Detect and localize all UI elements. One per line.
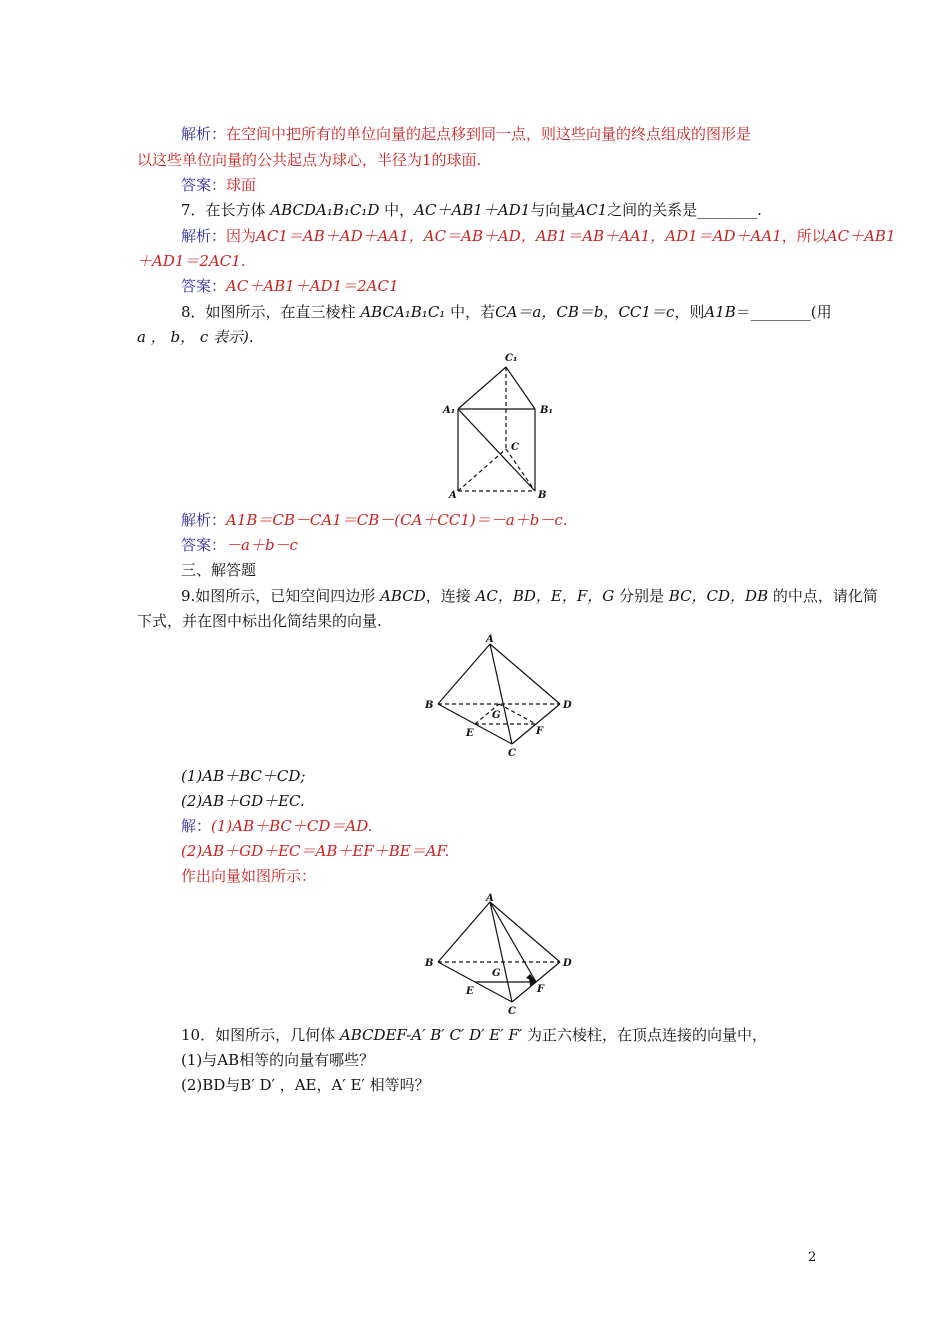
q7-stem [181,200,762,220]
label-G: G [492,968,501,979]
label-A1: A₁ [443,405,456,416]
q9-stem-c: ，连接 [425,587,476,605]
q7-answer-label: 答案： [181,277,227,295]
q9-part1: (1)AB＋BC＋CD; [181,767,306,785]
q9-part2: (2)AB＋GD＋EC. [181,792,305,810]
q10-part2: (2)BD与B′ D′ ，AE，A′ E′ 相等吗？ [181,1076,430,1094]
tetrahedron-diagram-2 [420,892,580,1022]
q7-stem-a: 7．在长方体 [181,201,271,219]
label-A: A [486,893,494,904]
label-G: G [492,710,501,721]
tetrahedron-figure-2 [420,892,580,1026]
label-A: A [449,490,457,501]
edge-AC [490,644,512,744]
q8-stem-b: ABCA₁B₁C₁ [360,303,446,321]
q9-stem-b: ABCD [380,587,426,605]
q10-stem-b: ABCDEF-A′ B′ C′ D′ E′ F′ [339,1026,523,1044]
q8-answer-text: －a＋b－c [226,536,298,554]
edge-AD [490,902,560,962]
q7-analysis-c: ，所以 [781,227,827,245]
q8-answer [181,535,298,555]
q10-stem-c: 为正六棱柱，在顶点连接的向量中， [522,1026,768,1044]
q6-answer [181,175,256,195]
q6-analysis-label: 解析： [181,125,227,143]
q6-analysis-line2: 以这些单位向量的公共起点为球心，半径为1的球面. [137,151,482,169]
q7-stem-b: ABCDA₁B₁C₁D [270,201,380,219]
q9-stem-f: BC，CD，DB [668,587,769,605]
label-E: E [466,986,474,997]
q9-stem-a: 9.如图所示，已知空间四边形 [181,587,381,605]
q8-stem [181,302,832,322]
edge-AB [438,902,490,962]
q8-analysis-label: 解析： [181,511,227,529]
edge-A1B [458,409,535,491]
q10-part1: (1)与AB相等的向量有哪些？ [181,1051,375,1069]
tetrahedron-diagram-1 [420,632,580,762]
q10-stem [181,1025,767,1045]
q9-stem-line2: 下式，并在图中标出化简结果的向量. [137,612,382,630]
q9-stem [181,586,878,606]
label-D: D [563,958,572,969]
q7-stem-f: AC1 [575,201,608,219]
label-C1: C₁ [505,353,518,364]
label-E: E [466,728,474,739]
label-A: A [486,634,494,645]
q7-analysis-line2: ＋AD1＝2AC1. [137,252,246,270]
q7-answer-text: AC＋AB1＋AD1＝2AC1 [226,277,399,295]
edge-AB [438,644,490,704]
q9-stem-d: AC，BD，E，F，G [475,587,615,605]
q7-answer [181,276,399,296]
q6-analysis-text1: 在空间中把所有的单位向量的起点移到同一点，则这些向量的终点组成的图形是 [226,125,752,143]
q8-analysis-text: A1B＝CB－CA1＝CB－(CA＋CC1)＝－a＋b－c. [226,511,568,529]
q9-solution-2: (2)AB＋GD＋EC＝AB＋EF＋BE＝AF. [181,842,450,860]
q8-analysis [181,510,568,530]
q7-analysis-label: 解析： [181,227,227,245]
q8-stem-line2: a ， b， c 表示). [137,328,254,346]
q8-stem-a: 8．如图所示，在直三棱柱 [181,303,361,321]
q6-analysis-line1 [181,124,751,144]
q7-stem-d: AC＋AB1＋AD1 [414,201,531,219]
q7-stem-e: 与向量 [530,201,576,219]
page-number: 2 [808,1250,817,1265]
q6-answer-label: 答案： [181,176,227,194]
q9-stem-g: 的中点，请化简 [768,587,878,605]
q7-stem-g: 之间的关系是________. [607,201,762,219]
label-B: B [425,700,434,711]
q7-analysis-d: AC＋AB1 [826,227,896,245]
label-B: B [425,958,434,969]
q7-analysis-line1 [181,226,896,246]
q8-answer-label: 答案： [181,536,227,554]
q9-solution-3: 作出向量如图所示： [181,867,317,885]
q8-stem-e: ，则 [674,303,705,321]
label-C: C [508,748,516,759]
q9-stem-e: 分别是 [614,587,669,605]
q9-solution-label: 解： [181,817,212,835]
label-B: B [538,490,547,501]
edge-AC [458,449,506,491]
edge-A1C1 [458,367,506,409]
q8-stem-g: ＝________(用 [735,303,832,321]
prism-figure [435,347,565,511]
label-C: C [508,1006,516,1017]
q8-stem-f: A1B [704,303,736,321]
q9-solution-1: (1)AB＋BC＋CD＝AD. [211,817,373,835]
edge-AD [490,644,560,704]
tetrahedron-figure-1 [420,632,580,766]
label-F: F [536,726,544,737]
label-D: D [563,700,572,711]
q9-solution-line1 [181,816,373,836]
section-heading: 三、解答题 [181,561,257,579]
label-B1: B₁ [540,405,553,416]
q10-stem-a: 10．如图所示，几何体 [181,1026,340,1044]
q7-analysis-b: AC1＝AB＋AD＋AA1，AC＝AB＋AD，AB1＝AB＋AA1，AD1＝AD＋AA1 [256,227,782,245]
q8-stem-d: CA＝a，CB＝b，CC1＝c [495,303,675,321]
q7-stem-c: 中， [379,201,415,219]
edge-CB [506,449,535,491]
edge-AC [490,902,512,1002]
segment-GF [499,704,536,724]
q6-answer-text: 球面 [226,176,257,194]
label-F: F [537,984,545,995]
label-C: C [511,442,519,453]
q8-stem-c: 中，若 [445,303,496,321]
prism-diagram [435,347,565,507]
q7-analysis-a: 因为 [226,227,257,245]
edge-C1B1 [506,367,535,409]
